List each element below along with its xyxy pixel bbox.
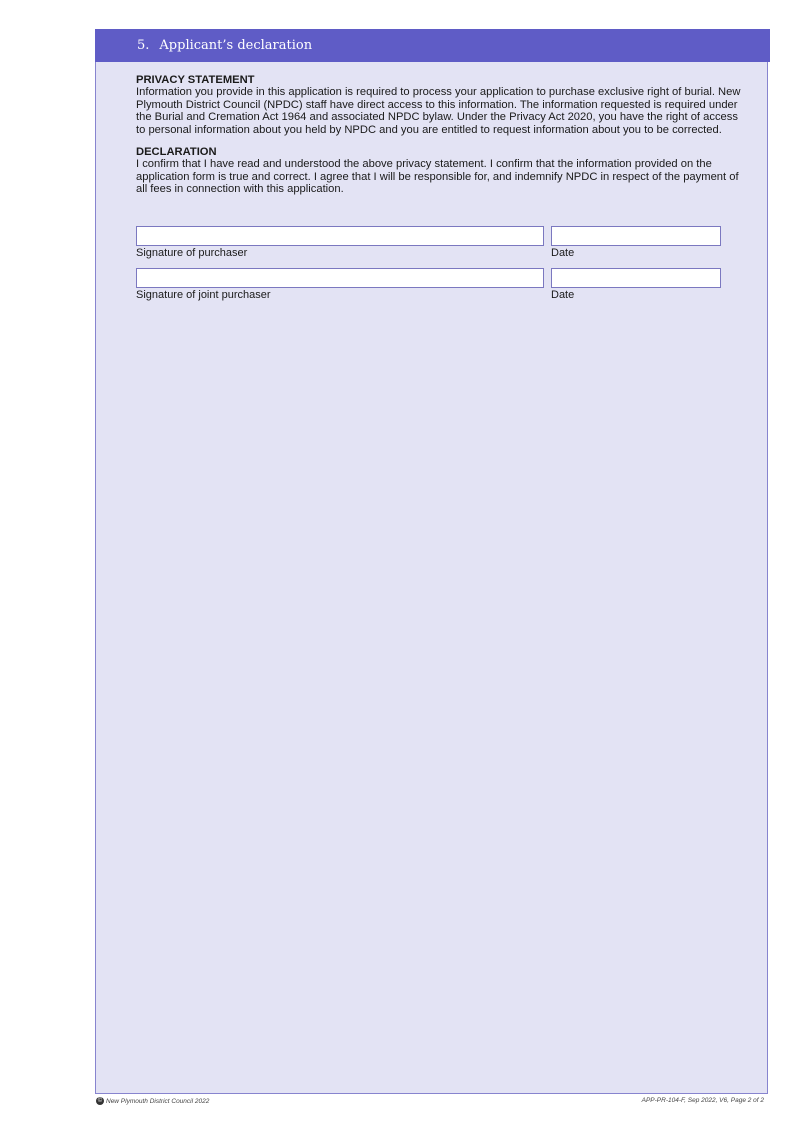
purchaser-date-field[interactable] [551,226,721,246]
copyright-text: New Plymouth District Council 2022 [106,1097,210,1105]
section-title: Applicant’s declaration [159,38,313,53]
purchaser-signature-label: Signature of purchaser [136,247,248,259]
privacy-text: Information you provide in this application is required to process your application to purchase exclusive right of burial. New Plymouth District Council (NPDC) staff have direct access to this information. The information requested is required under the Burial and Cremation Act 1964 and associated NPDC bylaw. Under the Privacy Act 2020, you have the right of access to personal information about you held by NPDC and you are entitled to request information about you to be corrected. [136,86,741,136]
footer-copyright [96,1097,209,1105]
statement-content [136,74,741,206]
joint-purchaser-signature-label: Signature of joint purchaser [136,289,271,301]
joint-purchaser-date-label: Date [551,289,575,301]
footer-doc-ref: APP-PR-104-F, Sep 2022, V6, Page 2 of 2 [641,1097,764,1104]
declaration-text: I confirm that I have read and understood the above privacy statement. I confirm that the information provided on the application form is true and correct. I agree that I will be responsible for, and indemnify NPDC in respect of the payment of all fees in connection with this application. [136,158,739,196]
copyright-icon: © [97,1098,103,1104]
section-number: 5. [137,38,150,53]
privacy-heading: PRIVACY STATEMENT [136,74,255,86]
purchaser-signature-field[interactable] [136,226,544,246]
joint-purchaser-date-field[interactable] [551,268,721,288]
declaration-panel [95,29,768,1094]
purchaser-date-label: Date [551,247,575,259]
section-header [95,29,770,62]
joint-purchaser-signature-field[interactable] [136,268,544,288]
declaration-heading: DECLARATION [136,146,217,159]
